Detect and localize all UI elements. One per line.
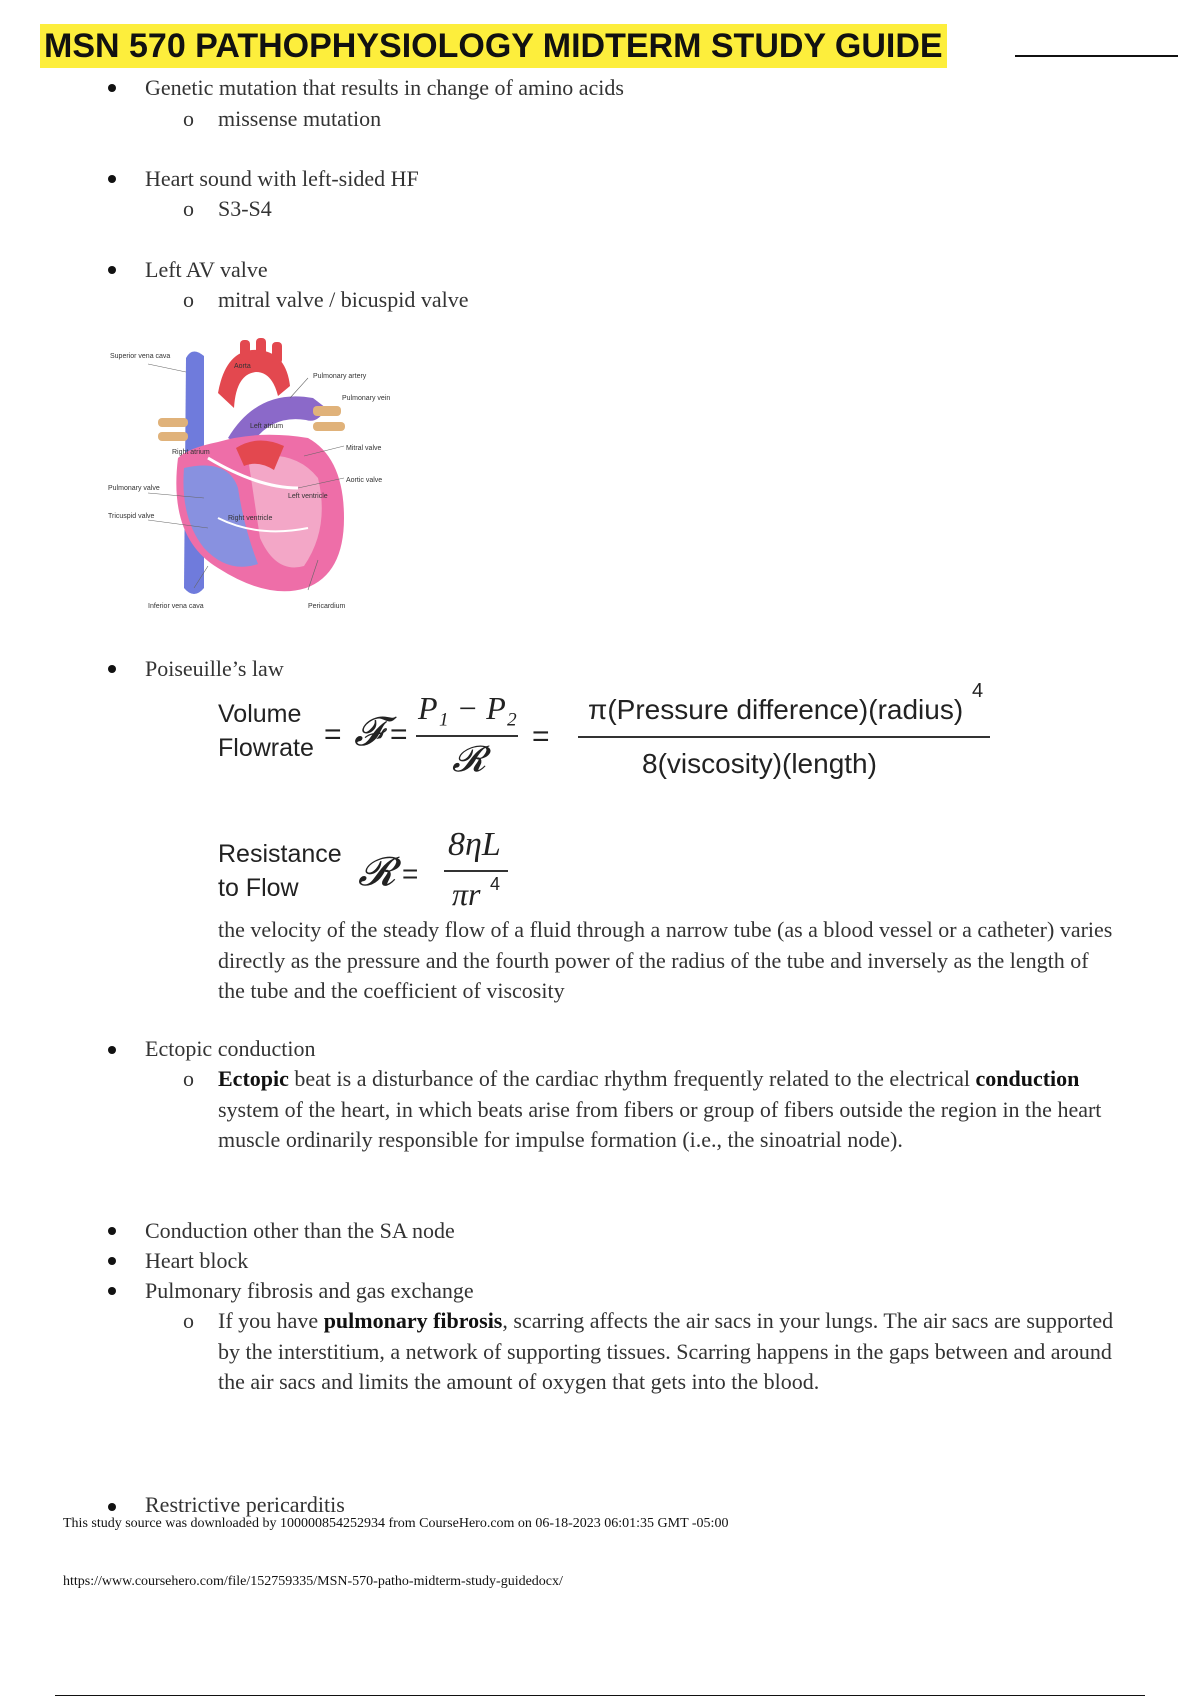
eq-flowrate-label: Flowrate [218,734,314,762]
item-restrictive: Restrictive pericarditis [145,1492,345,1517]
label-right-atrium: Right atrium [172,449,210,456]
eq-to-flow-label: to Flow [218,874,299,902]
label-ivc: Inferior vena cava [148,603,204,610]
label-mitral: Mitral valve [346,445,382,452]
item-heart-sound: Heart sound with left-sided HF [145,166,419,191]
bullet-icon [108,84,116,92]
eq-exponent: 4 [972,680,984,702]
bullet-icon [108,266,116,274]
eq-r-numerator: 8ηL [448,826,501,863]
bullet-icon [108,1503,116,1511]
footer-source: This study source was downloaded by 100000854252934 from CourseHero.com on 06-18-2023 06:01:35 GMT -05:00 [63,1516,729,1531]
fraction-bar [416,735,518,737]
term-pulmonary-fibrosis: pulmonary fibrosis [323,1308,503,1333]
label-pulm-artery: Pulmonary artery [313,373,367,380]
item-heart-sound-answer: S3-S4 [218,196,272,221]
item-av-valve-answer: mitral valve / bicuspid valve [218,287,469,312]
label-tricuspid: Tricuspid valve [108,513,155,520]
label-right-ventricle: Right ventricle [228,515,273,522]
label-left-atrium: Left atrium [250,423,284,430]
item-mutation-answer: missense mutation [218,106,382,131]
bullet-icon [108,1046,116,1054]
eq-r-symbol: 𝓡 [358,849,396,894]
item-av-valve: Left AV valve [145,257,268,282]
label-left-ventricle: Left ventricle [288,493,328,500]
eq-pressure-diff: P₁ − P₂ [418,690,517,726]
page-bottom-rule [55,1695,1145,1696]
eq-equals: = [532,720,550,753]
sub-marker: o [183,106,194,131]
eq-equals: = [390,718,408,751]
term-ectopic: Ectopic [218,1066,289,1091]
item-poiseuille: Poiseuille’s law [145,656,284,681]
item-mutation: Genetic mutation that results in change of amino acids [145,75,624,100]
eq-denominator: 8(viscosity)(length) [642,748,877,779]
item-heart-block: Heart block [145,1248,249,1273]
fraction-bar [578,736,990,738]
title-row [40,20,1178,70]
eq-r-symbol: 𝓡 [452,739,486,779]
bullet-icon [108,175,116,183]
sub-marker: o [183,196,194,221]
label-pulm-valve: Pulmonary valve [108,485,160,492]
poiseuille-definition: the velocity of the steady flow of a fluid through a narrow tube (as a blood vessel or a catheter) varies directly as the pressure and the fourth power of the radius of the tube and inversely as the length of the tube and the coefficient of viscosity [218,917,1113,1003]
title-underline [1015,55,1178,57]
page-title: MSN 570 PATHOPHYSIOLOGY MIDTERM STUDY GUIDE [40,24,947,68]
item-ectopic: Ectopic conduction [145,1036,316,1061]
heart-diagram [108,338,418,628]
bullet-icon [108,1227,116,1235]
eq-equals: = [324,718,342,751]
item-pulmonary: Pulmonary fibrosis and gas exchange [145,1278,474,1303]
fraction-bar [444,870,508,872]
eq-resistance-label: Resistance [218,840,342,868]
bullet-icon [108,1257,116,1265]
eq-numerator: π(Pressure difference)(radius) [588,694,964,725]
bullet-icon [108,1287,116,1295]
label-svc: Superior vena cava [110,353,171,360]
label-aorta: Aorta [234,363,251,370]
sub-marker: o [183,287,194,312]
bullet-icon [108,665,116,673]
footer-url[interactable]: https://www.coursehero.com/file/152759335/MSN-570-patho-midterm-study-guidedocx/ [63,1574,563,1589]
sub-marker: o [183,1066,194,1091]
eq-f-symbol: 𝓕 [354,709,384,754]
eq-r-denominator: πr [452,876,481,912]
label-aortic: Aortic valve [346,477,383,484]
item-conduction-other: Conduction other than the SA node [145,1218,455,1243]
pulmonary-definition: If you have pulmonary fibrosis, scarring affects the air sacs in your lungs. The air sacs are supported by the interstitium, a network of supporting tissues. Scarring happens in the gaps between and around the air sacs and limits the amount of oxygen that gets into the blood. [218,1308,1114,1394]
eq-r-exponent: 4 [490,874,501,894]
ectopic-definition: Ectopic beat is a disturbance of the cardiac rhythm frequently related to the electrical conduction system of the heart, in which beats arise from fibers or group of fibers outside the region in the heart muscle ordinarily responsible for impulse formation (i.e., the sinoatrial node). [218,1066,1102,1152]
sub-marker: o [183,1308,194,1333]
eq-equals: = [402,858,419,889]
label-pericardium: Pericardium [308,603,346,610]
term-conduction: conduction [975,1066,1080,1091]
eq-volume-label: Volume [218,700,302,728]
label-pulm-vein: Pulmonary vein [342,395,391,402]
